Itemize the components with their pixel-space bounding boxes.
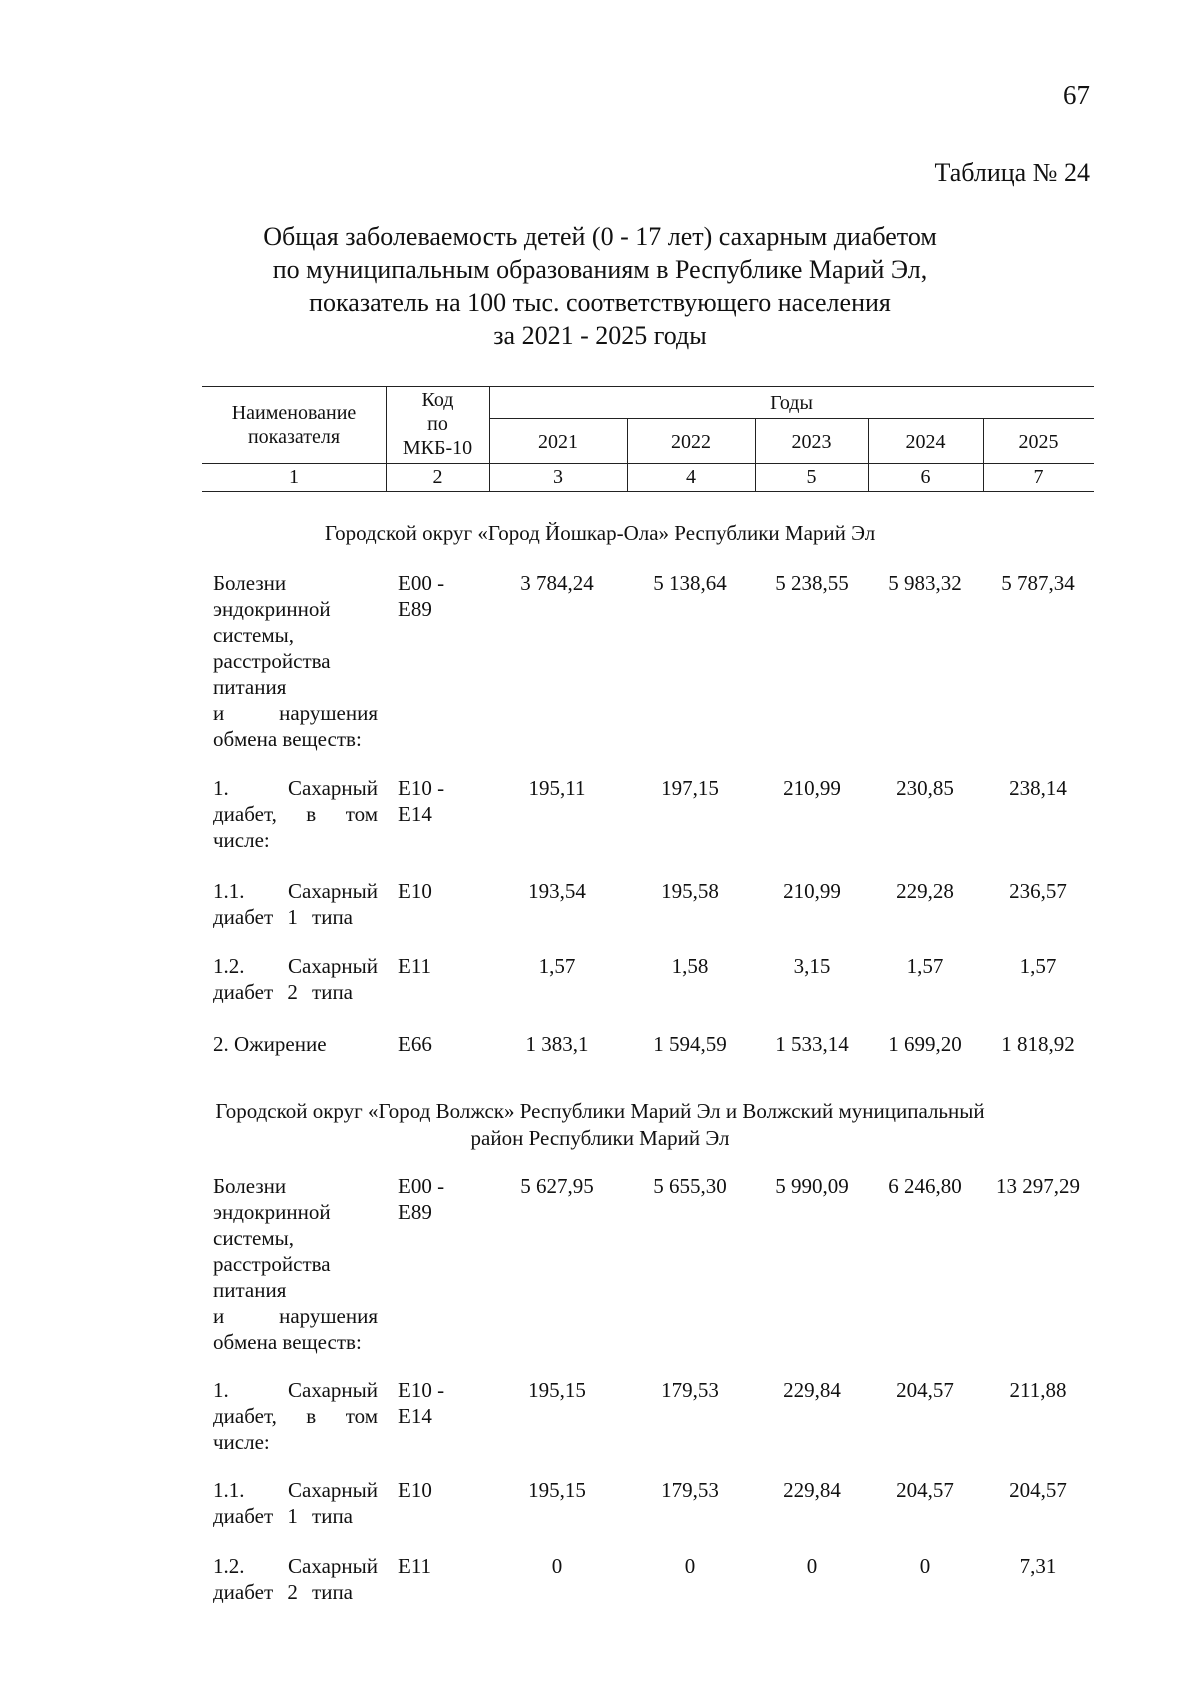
row-value: 0 xyxy=(919,1554,931,1578)
row-name-line: диабет 1 типа xyxy=(213,1504,353,1528)
header-name-line: показателя xyxy=(247,426,341,448)
row-value: 195,58 xyxy=(661,879,719,903)
header-rule xyxy=(489,418,1094,419)
row-value: 13 297,29 xyxy=(996,1174,1080,1198)
row-value: 1 594,59 xyxy=(653,1032,727,1056)
title-line: Общая заболеваемость детей (0 - 17 лет) сахарным диабетом xyxy=(263,222,937,251)
header-code-line: МКБ-10 xyxy=(402,437,473,459)
row-value: 6 246,80 xyxy=(888,1174,962,1198)
header-rule xyxy=(202,386,1094,387)
row-name xyxy=(213,570,378,752)
row-code-line: Е11 xyxy=(398,954,432,978)
row-value: 0 xyxy=(806,1554,818,1578)
row-name xyxy=(213,1477,378,1529)
row-name-line: обмена веществ: xyxy=(213,1330,362,1354)
header-name xyxy=(202,401,386,449)
row-code-line: Е10 xyxy=(398,879,432,903)
column-number: 5 xyxy=(806,466,817,488)
row-name-line: 1.2. Сахарный xyxy=(213,1554,378,1578)
row-code xyxy=(398,953,468,979)
row-name-line: системы, xyxy=(213,623,295,647)
row-value: 238,14 xyxy=(1009,776,1067,800)
row-code xyxy=(398,1477,468,1503)
row-code-line: Е66 xyxy=(398,1032,432,1056)
header-year: 2021 xyxy=(538,431,578,453)
table-label: Таблица № 24 xyxy=(934,158,1090,187)
row-code-line: Е00 - xyxy=(398,571,445,595)
row-code xyxy=(398,570,468,622)
row-value: 1,57 xyxy=(538,954,576,978)
section-title-line: Городской округ «Город Йошкар-Ола» Республики Марий Эл xyxy=(324,521,876,545)
row-code-line: Е00 - xyxy=(398,1174,445,1198)
row-value: 7,31 xyxy=(1019,1554,1057,1578)
row-value: 204,57 xyxy=(896,1478,954,1502)
row-name xyxy=(213,1173,378,1355)
header-year: 2022 xyxy=(671,431,711,453)
column-number: 3 xyxy=(553,466,563,488)
section-title xyxy=(0,1098,1200,1152)
row-value: 5 983,32 xyxy=(888,571,962,595)
row-name-line: числе: xyxy=(213,1430,270,1454)
row-value: 210,99 xyxy=(783,879,841,903)
row-value: 229,28 xyxy=(896,879,954,903)
row-name-line: 1. Сахарный xyxy=(213,1378,378,1402)
row-name-line: 1.1. Сахарный xyxy=(213,879,378,903)
page-number: 67 xyxy=(1063,80,1090,110)
column-number: 2 xyxy=(432,466,443,488)
row-name-line: расстройства xyxy=(213,1252,331,1276)
row-name-line: 1. Сахарный xyxy=(213,776,378,800)
row-value: 210,99 xyxy=(783,776,841,800)
row-code-line: Е14 xyxy=(398,802,432,826)
row-name xyxy=(213,1031,378,1057)
row-name xyxy=(213,953,378,1005)
header-years-label: Годы xyxy=(770,392,813,414)
row-name-line: диабет 2 типа xyxy=(213,1580,353,1604)
row-code-line: Е89 xyxy=(398,1200,432,1224)
row-code-line: Е14 xyxy=(398,1404,432,1428)
row-name-line: 1.1. Сахарный xyxy=(213,1478,378,1502)
row-code-line: Е10 - xyxy=(398,776,445,800)
row-value: 1 533,14 xyxy=(775,1032,849,1056)
row-name-line: и нарушения xyxy=(213,1304,378,1328)
column-number: 7 xyxy=(1033,466,1044,488)
row-value: 195,11 xyxy=(528,776,586,800)
row-code xyxy=(398,1377,468,1429)
section-title-line: Городской округ «Город Волжск» Республики Марий Эл и Волжский муниципальный xyxy=(215,1099,985,1123)
row-code-line: Е10 xyxy=(398,1478,432,1502)
row-value: 179,53 xyxy=(661,1378,719,1402)
row-value: 193,54 xyxy=(528,879,586,903)
row-value: 5 655,30 xyxy=(653,1174,727,1198)
row-code-line: Е10 - xyxy=(398,1378,445,1402)
title-line: за 2021 - 2025 годы xyxy=(493,321,707,350)
row-name xyxy=(213,775,378,853)
row-value: 5 990,09 xyxy=(775,1174,849,1198)
document-title xyxy=(0,220,1200,352)
row-value: 1,57 xyxy=(906,954,944,978)
header-code xyxy=(386,388,489,460)
header-year: 2024 xyxy=(905,431,946,453)
row-value: 236,57 xyxy=(1009,879,1067,903)
title-line: по муниципальным образованиям в Республике Марий Эл, xyxy=(272,255,928,284)
header-code-line: по xyxy=(427,413,448,435)
row-value: 5 627,95 xyxy=(520,1174,594,1198)
row-value: 0 xyxy=(684,1554,696,1578)
row-value: 3 784,24 xyxy=(520,571,594,595)
row-value: 179,53 xyxy=(661,1478,719,1502)
column-number: 4 xyxy=(686,466,696,488)
row-name-line: 2. Ожирение xyxy=(213,1032,327,1056)
row-value: 1,57 xyxy=(1019,954,1057,978)
row-value: 204,57 xyxy=(896,1378,954,1402)
row-value: 195,15 xyxy=(528,1478,586,1502)
row-code xyxy=(398,1031,468,1057)
row-code xyxy=(398,878,468,904)
row-name-line: питания xyxy=(213,1278,287,1302)
row-name-line: 1.2. Сахарный xyxy=(213,954,378,978)
row-value: 0 xyxy=(551,1554,563,1578)
row-name-line: диабет, в том xyxy=(213,1404,378,1428)
row-value: 1 818,92 xyxy=(1001,1032,1075,1056)
row-value: 3,15 xyxy=(793,954,831,978)
row-name-line: питания xyxy=(213,675,287,699)
row-name-line: системы, xyxy=(213,1226,295,1250)
row-code xyxy=(398,775,468,827)
row-code-line: Е11 xyxy=(398,1554,432,1578)
row-value: 1 699,20 xyxy=(888,1032,962,1056)
row-name-line: диабет 2 типа xyxy=(213,980,353,1004)
column-number: 1 xyxy=(289,466,299,488)
row-value: 195,15 xyxy=(528,1378,586,1402)
header-rule xyxy=(202,491,1094,492)
row-name-line: обмена веществ: xyxy=(213,727,362,751)
row-name-line: эндокринной xyxy=(213,1200,331,1224)
row-name-line: расстройства xyxy=(213,649,331,673)
header-year: 2025 xyxy=(1018,431,1059,453)
row-value: 1 383,1 xyxy=(525,1032,589,1056)
row-code xyxy=(398,1173,468,1225)
row-value: 5 238,55 xyxy=(775,571,849,595)
row-code xyxy=(398,1553,468,1579)
row-value: 229,84 xyxy=(783,1478,841,1502)
title-line: показатель на 100 тыс. соответствующего населения xyxy=(309,288,891,317)
row-name-line: Болезни xyxy=(213,571,287,595)
header-code-line: Код xyxy=(421,389,454,411)
row-value: 5 787,34 xyxy=(1001,571,1075,595)
row-name-line: диабет, в том xyxy=(213,802,378,826)
row-value: 211,88 xyxy=(1009,1378,1067,1402)
row-name-line: эндокринной xyxy=(213,597,331,621)
header-name-line: Наименование xyxy=(231,402,357,424)
section-title-line: район Республики Марий Эл xyxy=(470,1126,730,1150)
row-name xyxy=(213,1377,378,1455)
row-value: 1,58 xyxy=(671,954,709,978)
row-value: 229,84 xyxy=(783,1378,841,1402)
header-rule xyxy=(202,463,1094,464)
row-name-line: диабет 1 типа xyxy=(213,905,353,929)
row-name xyxy=(213,1553,378,1605)
column-number: 6 xyxy=(920,466,931,488)
row-value: 197,15 xyxy=(661,776,719,800)
row-value: 5 138,64 xyxy=(653,571,727,595)
row-value: 230,85 xyxy=(896,776,954,800)
section-title xyxy=(0,520,1200,547)
header-year: 2023 xyxy=(791,431,832,453)
row-name-line: числе: xyxy=(213,828,270,852)
row-name-line: и нарушения xyxy=(213,701,378,725)
row-name-line: Болезни xyxy=(213,1174,287,1198)
row-name xyxy=(213,878,378,930)
row-code-line: Е89 xyxy=(398,597,432,621)
row-value: 204,57 xyxy=(1009,1478,1067,1502)
